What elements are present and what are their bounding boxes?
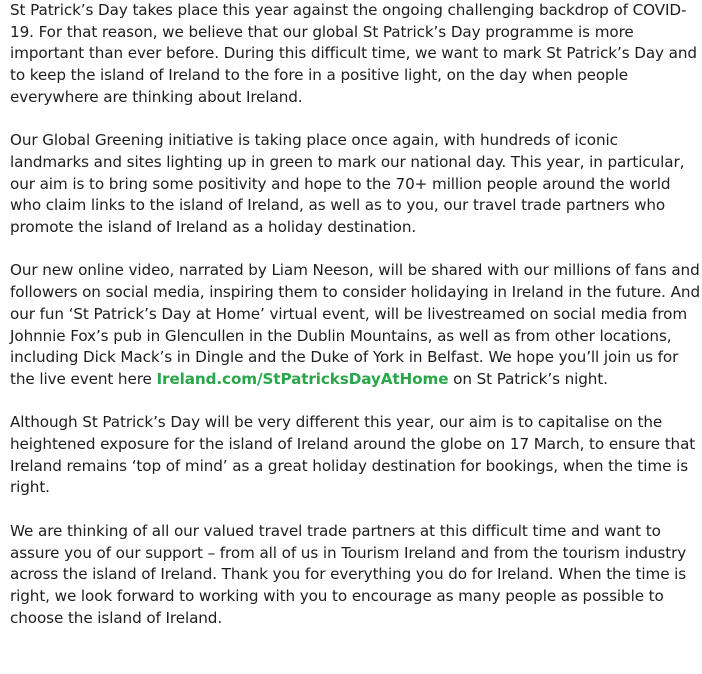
- paragraph-global-greening: Our Global Greening initiative is taking place once again, with hundreds of iconic landmarks and sites lighting up in green to mark our national day. This year, in particular, our aim is to bring some positivity and hope to the 70+ million people around the world who claim links to the island of Ireland, as well as to you, our travel trade partners who promote the island of Ireland as a holiday destination.: [10, 131, 685, 237]
- paragraph-heightened-exposure: Although St Patrick’s Day will be very different this year, our aim is to capitalise on the heightened exposure for the island of Ireland around the globe on 17 March, to ensure that Ireland remains ‘top of mind’ as a great holiday destination for bookings, when the time is right.: [10, 413, 696, 497]
- paragraph-online-video: [10, 260, 700, 390]
- letter-body: [10, 0, 700, 651]
- st-patricks-day-at-home-link[interactable]: Ireland.com/StPatricksDayAtHome: [156, 369, 449, 388]
- paragraph-online-video-tail: on St Patrick’s night.: [448, 369, 608, 388]
- paragraph-covid-context: St Patrick’s Day takes place this year against the ongoing challenging backdrop of COVID-19. For that reason, we believe that our global St Patrick’s Day programme is more important than ever before. During this difficult time, we want to mark St Patrick’s Day and to keep the island of Ireland to the fore in a positive light, on the day when people everywhere are thinking about Ireland.: [10, 1, 697, 106]
- paragraph-online-video-text: Our new online video, narrated by Liam Neeson, will be shared with our millions of fans and followers on social media, inspiring them to consider holidaying in Ireland in the future. And our fun ‘St Patrick’s Day at Home’ virtual event, will be livestreamed on social media from Johnnie Fox’s pub in Glencullen in the Dublin Mountains, as well as from other locations, including Dick Mack’s in Dingle and the Duke of York in Belfast. We hope you’ll join us for the live event here: [10, 261, 700, 388]
- paragraph-support-partners: We are thinking of all our valued travel trade partners at this difficult time and want to assure you of our support – from all of us in Tourism Ireland and from the tourism industry across the island of Ireland. Thank you for everything you do for Ireland. When the time is right, we look forward to working with you to encourage as many people as possible to choose the island of Ireland.: [10, 521, 687, 627]
